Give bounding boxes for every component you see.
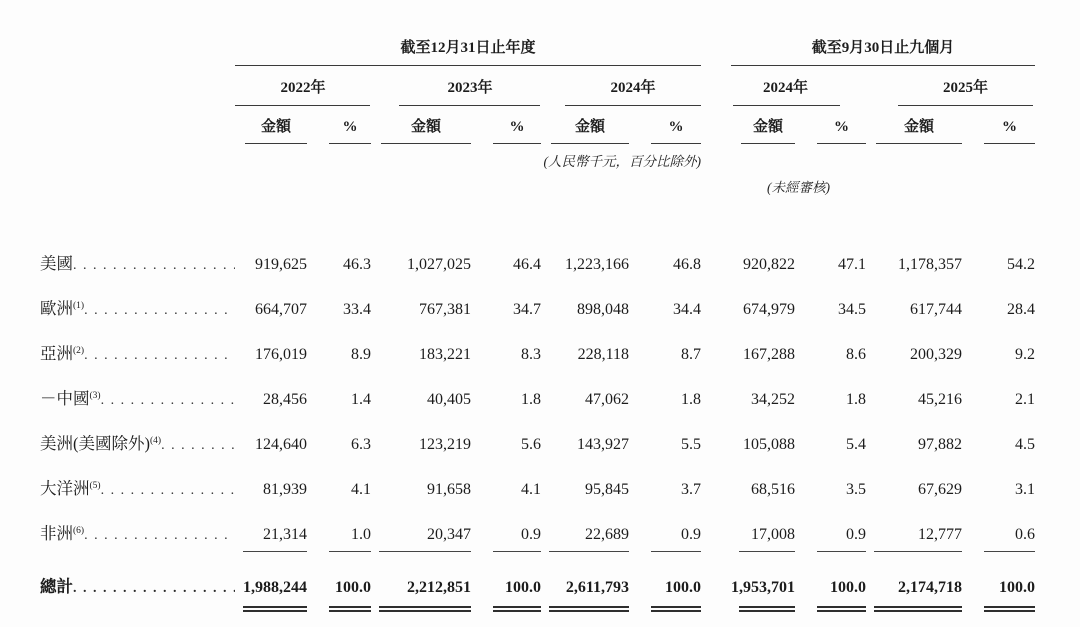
- percent-cell: [629, 375, 701, 420]
- percent-cell: [471, 465, 541, 510]
- amount-cell: [371, 420, 471, 465]
- amount-cell: [731, 420, 795, 465]
- table-row: [40, 375, 1035, 420]
- footnote-ref: (1): [73, 301, 85, 311]
- year-2025-9m-header: 2025年: [866, 66, 1035, 106]
- row-label-cell: [40, 375, 235, 420]
- percent-cell: [307, 420, 371, 465]
- dot-leader: [84, 526, 235, 544]
- percent-value: 0.6: [962, 516, 1035, 555]
- amount-value: 183,221: [419, 346, 471, 363]
- amount-cell: [731, 555, 795, 608]
- amount-cell: [731, 285, 795, 330]
- amount-cell: [235, 330, 307, 375]
- percent-cell: [629, 330, 701, 375]
- dot-leader: [101, 481, 235, 499]
- percent-value: 34.7: [513, 301, 541, 318]
- amount-cell: [235, 196, 307, 285]
- percent-value: 47.1: [838, 256, 867, 273]
- amount-value: 898,048: [577, 301, 629, 318]
- percent-cell: [629, 420, 701, 465]
- percent-cell: [629, 555, 701, 608]
- row-label-cell: [40, 420, 235, 465]
- table-row: [40, 420, 1035, 465]
- amount-cell: [866, 375, 962, 420]
- amount-cell: [371, 330, 471, 375]
- table-row: [40, 510, 1035, 555]
- percent-value: 54.2: [1007, 256, 1036, 273]
- percent-value: 5.6: [521, 436, 541, 453]
- amount-value: 919,625: [255, 256, 307, 273]
- amount-value: 95,845: [585, 481, 629, 498]
- amount-cell: [371, 510, 471, 555]
- unaudited-note: (未經審核): [767, 180, 831, 195]
- region-label: 大洋洲$^{(5)}$: [40, 479, 101, 498]
- percent-value: 8.9: [351, 346, 371, 363]
- percent-value: 100.0: [471, 569, 541, 608]
- percent-cell: [795, 196, 866, 285]
- percent-value: 1.4: [351, 391, 371, 408]
- footnote-ref: (3): [89, 391, 101, 401]
- percent-cell: [307, 330, 371, 375]
- dot-leader: [161, 436, 235, 454]
- percent-value: 5.4: [846, 436, 867, 453]
- amount-cell: [731, 465, 795, 510]
- percent-cell: [471, 420, 541, 465]
- amount-cell: [371, 555, 471, 608]
- amount-value: 228,118: [577, 346, 629, 363]
- amount-value: 767,381: [419, 301, 471, 318]
- percent-cell: [795, 510, 866, 555]
- percent-value: 46.8: [673, 256, 702, 273]
- amount-cell: [541, 465, 629, 510]
- footnote-ref: (2): [73, 346, 85, 356]
- percent-value: 1.8: [521, 391, 541, 408]
- percent-cell: [307, 375, 371, 420]
- amount-value: 28,456: [263, 391, 307, 408]
- percent-value: 1.8: [681, 391, 702, 408]
- region-label: 歐洲$^{(1)}$: [40, 299, 85, 318]
- region-label: 非洲$^{(6)}$: [40, 524, 85, 543]
- percent-value: 46.4: [513, 256, 541, 273]
- amount-value: 40,405: [427, 391, 471, 408]
- amount-value: 200,329: [910, 346, 963, 363]
- column-gap: [701, 196, 731, 285]
- amount-cell: [866, 330, 962, 375]
- column-group-row: [40, 28, 1035, 66]
- amount-value: 617,744: [910, 301, 963, 318]
- column-gap: [701, 106, 731, 144]
- amount-value: 664,707: [255, 301, 307, 318]
- region-label: 美洲(美國除外)$^{(4)}$: [40, 434, 162, 453]
- percent-header: %: [307, 106, 371, 144]
- amount-cell: [371, 465, 471, 510]
- percent-header: %: [471, 106, 541, 144]
- percent-value: 4.5: [1015, 436, 1036, 453]
- column-gap: [701, 170, 731, 196]
- percent-value: 28.4: [1007, 301, 1036, 318]
- percent-cell: [629, 196, 701, 285]
- row-label-cell: [40, 196, 235, 285]
- amount-cell: [235, 555, 307, 608]
- percent-value: 8.3: [521, 346, 541, 363]
- amount-cell: [541, 330, 629, 375]
- amount-header: 金額: [235, 106, 307, 144]
- percent-value: 9.2: [1015, 346, 1036, 363]
- column-gap: [701, 555, 731, 608]
- percent-cell: [629, 465, 701, 510]
- percent-value: 8.6: [846, 346, 867, 363]
- amount-value: 20,347: [371, 516, 471, 555]
- percent-cell: [471, 196, 541, 285]
- year-2024-header: 2024年: [541, 66, 701, 106]
- unit-note-row: [40, 144, 1035, 170]
- percent-cell: [962, 285, 1035, 330]
- amount-cell: [866, 196, 962, 285]
- percent-cell: [307, 465, 371, 510]
- row-label-cell: [40, 465, 235, 510]
- region-label: －中國$^{(3)}$: [40, 389, 101, 408]
- amount-cell: [866, 420, 962, 465]
- percent-cell: [307, 196, 371, 285]
- amount-value: 105,088: [743, 436, 796, 453]
- amount-value: 47,062: [585, 391, 629, 408]
- amount-cell: [866, 285, 962, 330]
- percent-cell: [962, 330, 1035, 375]
- percent-value: 46.3: [343, 256, 371, 273]
- table-row: [40, 285, 1035, 330]
- col-group-annual: 截至12月31日止年度: [235, 28, 701, 66]
- percent-value: 100.0: [629, 569, 701, 608]
- percent-value: 3.7: [681, 481, 702, 498]
- column-gap: [701, 28, 731, 66]
- percent-cell: [962, 555, 1035, 608]
- amount-cell: [541, 285, 629, 330]
- column-gap: [701, 375, 731, 420]
- amount-cell: [731, 375, 795, 420]
- percent-cell: [962, 420, 1035, 465]
- year-header-row: [40, 66, 1035, 106]
- percent-cell: [795, 375, 866, 420]
- amount-cell: [235, 465, 307, 510]
- amount-value: 2,174,718: [866, 569, 962, 608]
- amount-value: 1,988,244: [235, 569, 307, 608]
- amount-cell: [866, 465, 962, 510]
- percent-cell: [962, 465, 1035, 510]
- table-row: [40, 465, 1035, 510]
- amount-cell: [541, 555, 629, 608]
- dot-leader: [73, 256, 235, 274]
- label-column-spacer: [40, 28, 235, 66]
- row-label-cell: [40, 555, 235, 608]
- row-label-cell: [40, 330, 235, 375]
- amount-value: 67,629: [918, 481, 963, 498]
- footnote-ref: (4): [150, 436, 162, 446]
- amount-value: 1,027,025: [407, 256, 471, 273]
- dot-leader: [84, 301, 235, 319]
- amount-header: 金額: [731, 106, 795, 144]
- year-2024-9m-header: 2024年: [731, 66, 866, 106]
- amount-value: 124,640: [255, 436, 307, 453]
- amount-value: 1,178,357: [898, 256, 963, 273]
- amount-value: 21,314: [235, 516, 307, 555]
- amount-value: 123,219: [419, 436, 471, 453]
- year-2022-header: 2022年: [235, 66, 371, 106]
- amount-value: 176,019: [255, 346, 307, 363]
- amount-cell: [541, 510, 629, 555]
- amount-value: 143,927: [577, 436, 629, 453]
- percent-value: 0.9: [471, 516, 541, 555]
- percent-cell: [471, 285, 541, 330]
- label-column-spacer: [40, 170, 235, 196]
- percent-cell: [629, 510, 701, 555]
- dot-leader: [101, 391, 235, 409]
- amount-value: 45,216: [918, 391, 963, 408]
- amount-cell: [371, 285, 471, 330]
- measure-header-row: [40, 106, 1035, 144]
- percent-value: 4.1: [521, 481, 541, 498]
- percent-header: %: [962, 106, 1035, 144]
- dot-leader: [84, 346, 235, 364]
- percent-cell: [471, 555, 541, 608]
- column-gap: [701, 66, 731, 106]
- percent-cell: [471, 375, 541, 420]
- region-label: 美國: [40, 254, 73, 273]
- amount-header: 金額: [541, 106, 629, 144]
- percent-value: 3.5: [846, 481, 867, 498]
- footnote-ref: (5): [89, 481, 101, 491]
- percent-cell: [795, 465, 866, 510]
- col-group-nine-month: 截至9月30日止九個月: [731, 28, 1035, 66]
- amount-cell: [731, 330, 795, 375]
- year-2023-header: 2023年: [371, 66, 541, 106]
- percent-value: 100.0: [962, 569, 1035, 608]
- amount-cell: [235, 285, 307, 330]
- label-column-spacer: [40, 144, 235, 170]
- row-label-cell: [40, 285, 235, 330]
- percent-value: 34.4: [673, 301, 702, 318]
- amount-cell: [541, 196, 629, 285]
- amount-cell: [866, 555, 962, 608]
- percent-cell: [307, 285, 371, 330]
- label-column-spacer: [40, 66, 235, 106]
- percent-header: %: [629, 106, 701, 144]
- percent-cell: [471, 510, 541, 555]
- percent-cell: [307, 555, 371, 608]
- percent-cell: [962, 375, 1035, 420]
- region-label: 總計: [40, 577, 73, 596]
- amount-cell: [866, 510, 962, 555]
- table-row: [40, 330, 1035, 375]
- percent-value: 34.5: [838, 301, 867, 318]
- percent-cell: [962, 510, 1035, 555]
- total-row: [40, 555, 1035, 608]
- percent-value: 4.1: [351, 481, 371, 498]
- column-gap: [701, 285, 731, 330]
- amount-cell: [235, 510, 307, 555]
- amount-header: 金額: [371, 106, 471, 144]
- amount-value: 1,953,701: [731, 569, 795, 608]
- percent-cell: [962, 196, 1035, 285]
- amount-cell: [371, 196, 471, 285]
- amount-cell: [541, 420, 629, 465]
- column-gap: [701, 465, 731, 510]
- label-column-spacer: [40, 106, 235, 144]
- percent-value: 1.8: [846, 391, 867, 408]
- percent-value: 5.5: [681, 436, 702, 453]
- percent-value: 0.9: [629, 516, 701, 555]
- amount-value: 34,252: [751, 391, 796, 408]
- percent-cell: [629, 285, 701, 330]
- percent-cell: [307, 510, 371, 555]
- amount-value: 91,658: [427, 481, 471, 498]
- percent-value: 0.9: [795, 516, 866, 555]
- amount-cell: [541, 375, 629, 420]
- percent-cell: [795, 285, 866, 330]
- row-label-cell: [40, 510, 235, 555]
- column-gap: [701, 330, 731, 375]
- percent-cell: [795, 555, 866, 608]
- column-gap: [701, 144, 731, 170]
- percent-value: 8.7: [681, 346, 702, 363]
- amount-value: 12,777: [866, 516, 962, 555]
- amount-value: 167,288: [743, 346, 796, 363]
- amount-header: 金額: [866, 106, 962, 144]
- amount-value: 81,939: [263, 481, 307, 498]
- percent-cell: [795, 330, 866, 375]
- percent-value: 6.3: [351, 436, 371, 453]
- table-row: [40, 196, 1035, 285]
- amount-value: 22,689: [541, 516, 629, 555]
- amount-value: 2,212,851: [371, 569, 471, 608]
- percent-value: 100.0: [307, 569, 371, 608]
- percent-header: %: [795, 106, 866, 144]
- amount-value: 17,008: [731, 516, 795, 555]
- column-gap: [701, 420, 731, 465]
- amount-cell: [731, 196, 795, 285]
- amount-value: 68,516: [751, 481, 796, 498]
- percent-value: 2.1: [1015, 391, 1036, 408]
- amount-cell: [731, 510, 795, 555]
- amount-cell: [235, 375, 307, 420]
- percent-value: 33.4: [343, 301, 371, 318]
- amount-value: 674,979: [743, 301, 796, 318]
- percent-value: 3.1: [1015, 481, 1036, 498]
- amount-value: 97,882: [918, 436, 963, 453]
- percent-value: 100.0: [795, 569, 866, 608]
- amount-value: 1,223,166: [565, 256, 629, 273]
- amount-value: 920,822: [743, 256, 796, 273]
- amount-cell: [371, 375, 471, 420]
- column-gap: [701, 510, 731, 555]
- percent-cell: [471, 330, 541, 375]
- revenue-by-region-table: [40, 28, 1035, 608]
- amount-cell: [235, 420, 307, 465]
- footnote-ref: (6): [73, 526, 85, 536]
- region-label: 亞洲$^{(2)}$: [40, 344, 85, 363]
- unaudited-note-row: [40, 170, 1035, 196]
- percent-cell: [795, 420, 866, 465]
- percent-value: 1.0: [307, 516, 371, 555]
- amount-value: 2,611,793: [541, 569, 629, 608]
- unit-note: (人民幣千元，百分比除外): [543, 154, 702, 169]
- dot-leader: [73, 579, 235, 597]
